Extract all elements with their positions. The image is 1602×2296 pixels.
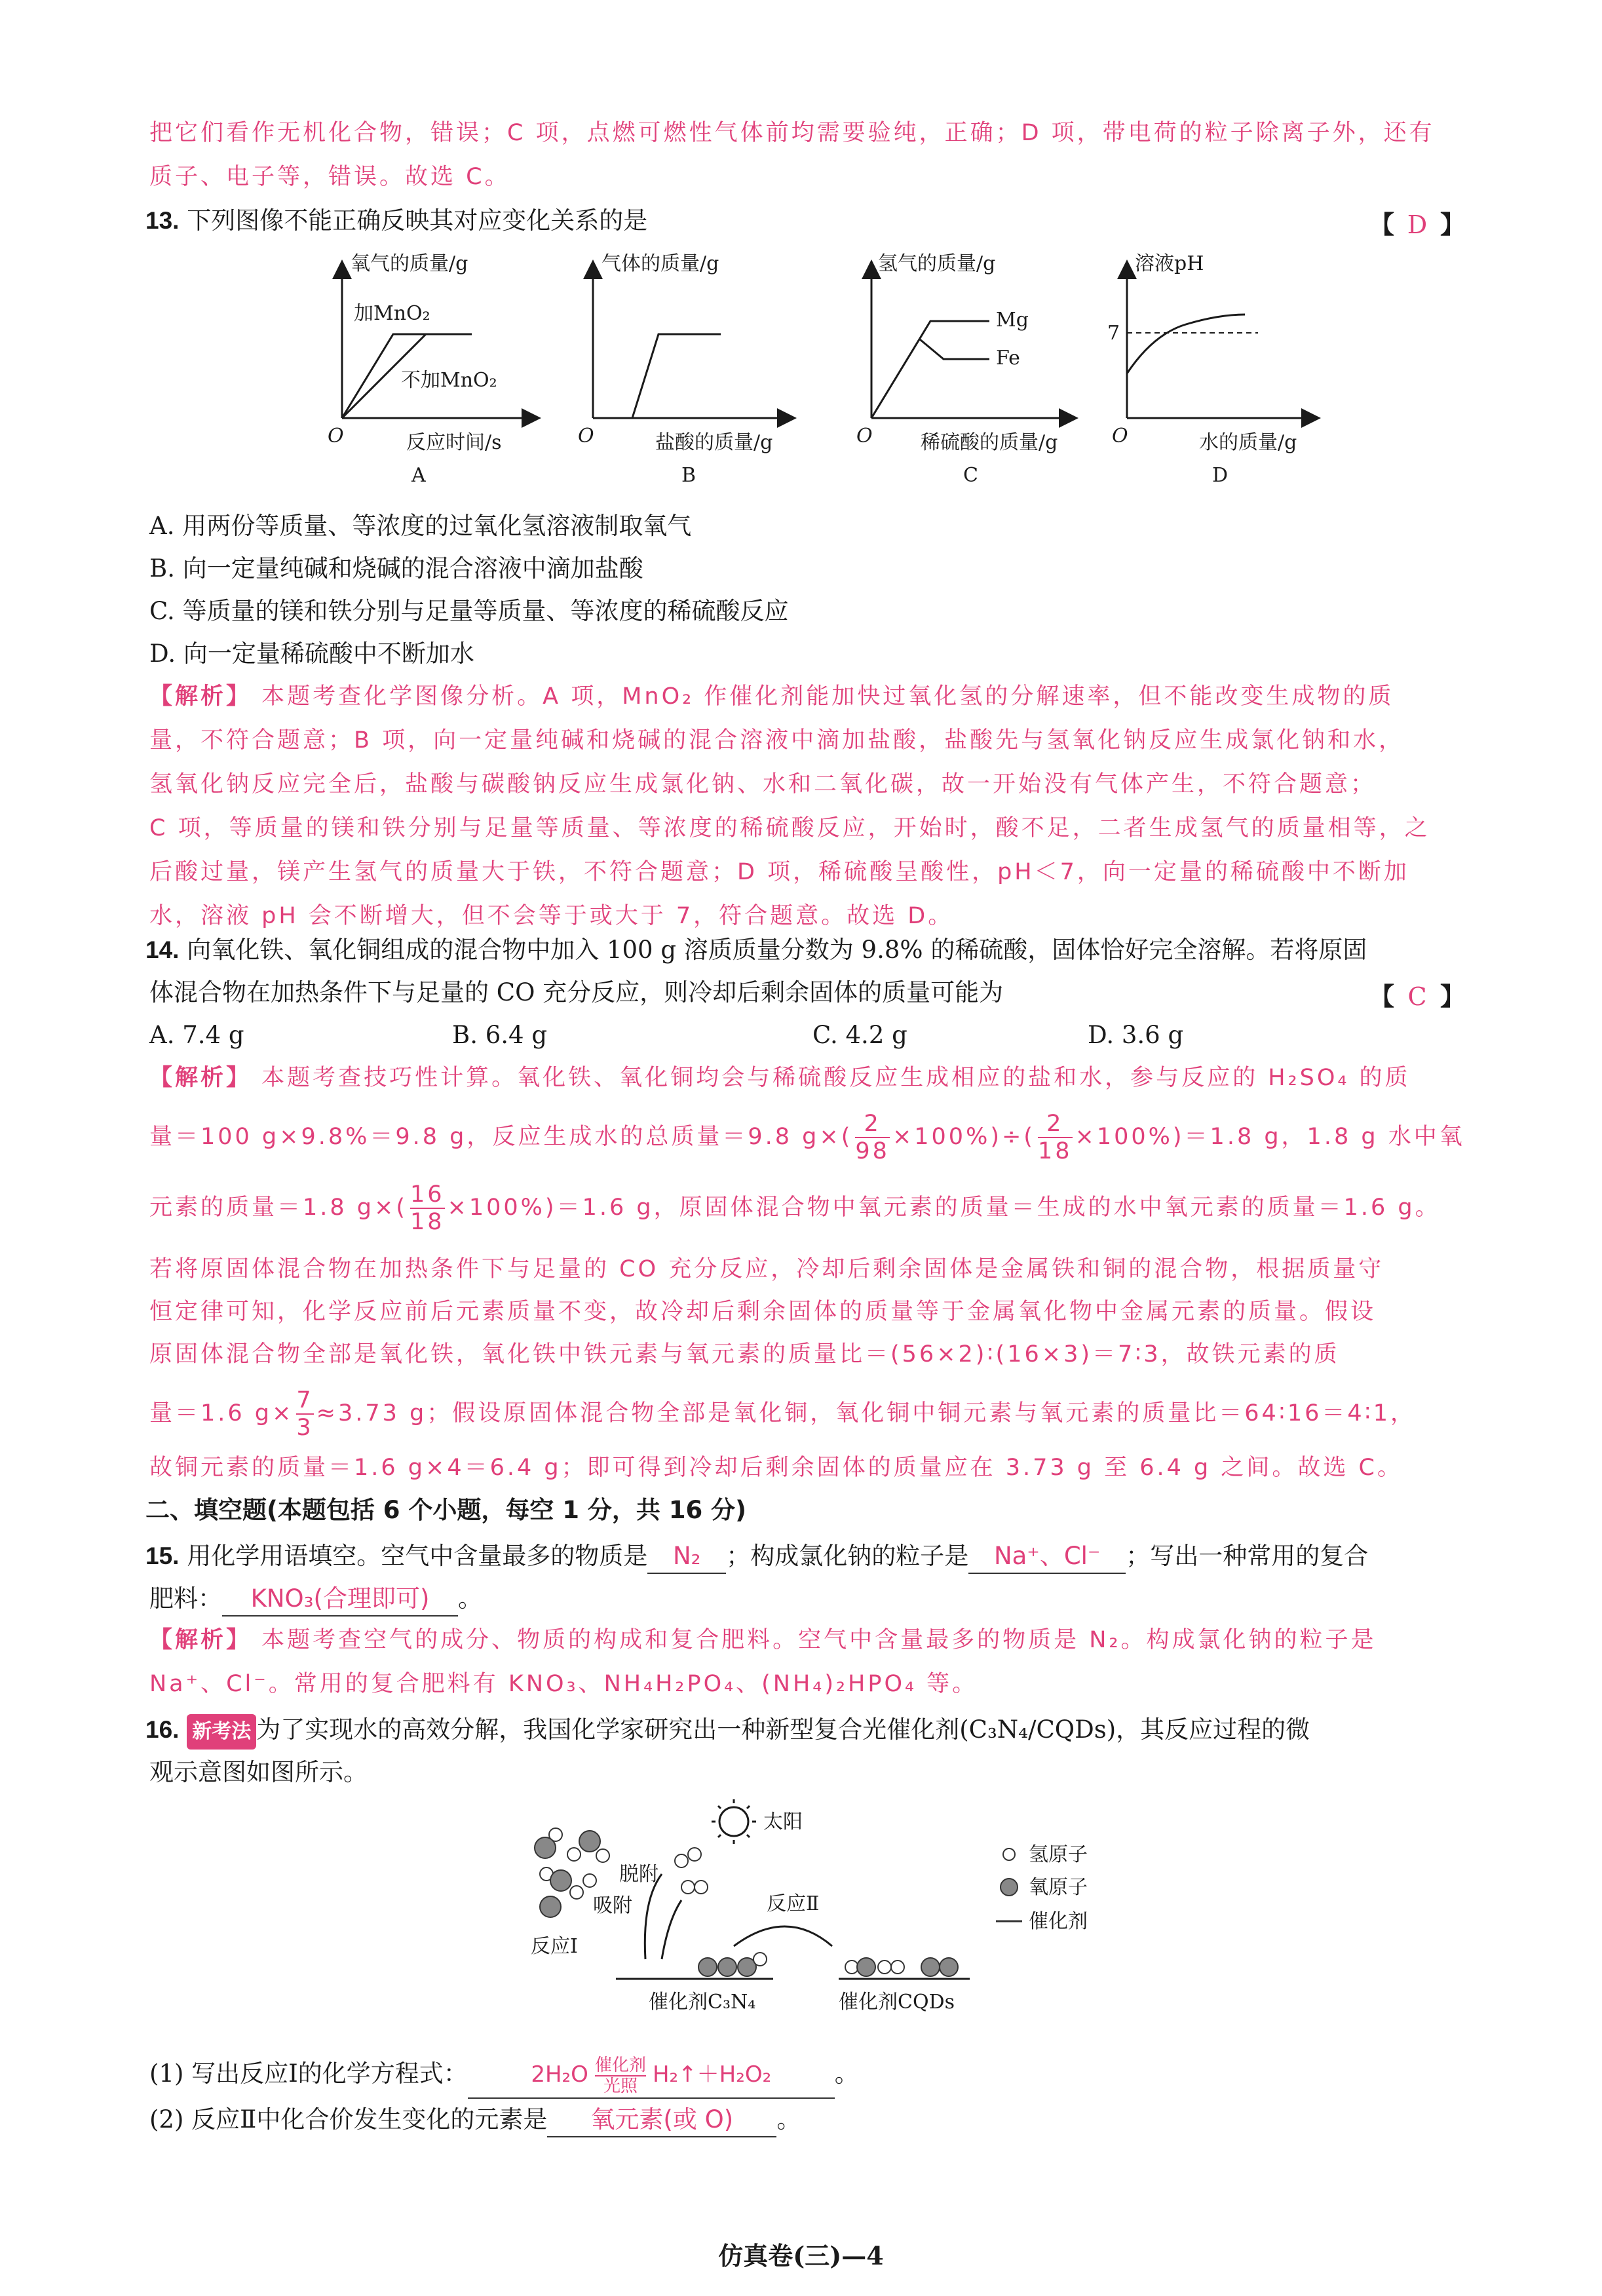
q14-analysis-line-2 xyxy=(149,1107,1465,1166)
analysis-text: 本题考查空气的成分、物质的构成和复合肥料。空气中含量最多的物质是 N₂。构成氯化钠的粒子是 xyxy=(261,1627,1377,1653)
answer-blank-3: KNO₃(合理即可) xyxy=(222,1582,458,1617)
graph-c-curve2: Fe xyxy=(996,347,1020,370)
fraction xyxy=(855,1111,890,1164)
analysis-text: ×100%)＝1.8 g，1.8 g 水中氧 xyxy=(1075,1124,1465,1150)
graph-a-letter: A xyxy=(411,464,426,487)
reaction-diagram xyxy=(0,1795,1602,2018)
analysis-tag: 【解析】 xyxy=(149,683,252,710)
new-method-badge: 新考法 xyxy=(187,1714,256,1750)
catalyst-1-label: 催化剂C₃N₄ xyxy=(649,1991,756,2014)
analysis-text: ×100%)＝1.6 g，原固体混合物中氧元素的质量＝生成的水中氧元素的质量＝1.6 g。 xyxy=(447,1195,1441,1221)
graph-a xyxy=(328,252,537,487)
sun-icon xyxy=(712,1799,756,1844)
question-number: 14. xyxy=(145,936,180,963)
graph-c-letter: C xyxy=(963,464,978,487)
graph-a-curve1: 加MnO₂ xyxy=(354,302,430,325)
reaction-1-label: 反应Ⅰ xyxy=(531,1935,578,1958)
answer-blank: 氧元素(或 O) xyxy=(547,2103,776,2137)
graph-c-xlabel: 稀硫酸的质量/g xyxy=(921,431,1058,454)
question-number: 16. xyxy=(145,1716,180,1743)
answer-value: C xyxy=(1407,982,1427,1011)
q14-analysis-line-7 xyxy=(149,1384,1416,1443)
catalyst-c3n4-particles xyxy=(698,1953,767,1976)
numerator: 2 xyxy=(855,1111,890,1138)
condition-bottom: 光照 xyxy=(603,2076,638,2096)
question-stem: 下列图像不能正确反映其对应变化关系的是 xyxy=(187,206,648,235)
q13-analysis-line-2: 量，不符合题意；B 项，向一定量纯碱和烧碱的混合溶液中滴加盐酸，盐酸先与氢氧化钠反应生成氯化钠和水， xyxy=(149,727,1405,754)
q14-option-b: B. 6.4 g xyxy=(452,1021,548,1049)
fraction xyxy=(296,1387,313,1441)
question-text: (1) 写出反应Ⅰ的化学方程式： xyxy=(149,2059,468,2088)
legend-catalyst: 催化剂 xyxy=(1029,1910,1088,1933)
analysis-text: ≈3.73 g；假设原固体混合物全部是氧化铜，氧化铜中铜元素与氧元素的质量比＝64∶16＝4∶1， xyxy=(316,1400,1417,1426)
question-text: 。 xyxy=(834,2059,859,2088)
graph-c-ylabel: 氢气的质量/g xyxy=(878,252,996,275)
equation-blank xyxy=(468,2052,835,2099)
question-stem: 向氧化铁、氧化铜组成的混合物中加入 100 g 溶质质量分数为 9.8% 的稀硫酸，固体恰好完全溶解。若将原固 xyxy=(187,936,1367,964)
q16-part-1 xyxy=(149,2051,859,2099)
q14-analysis-line-6: 原固体混合物全部是氧化铁，氧化铁中铁元素与氧元素的质量比＝(56×2)∶(16×3)＝7∶3，故铁元素的质 xyxy=(149,1341,1340,1368)
question-text: 肥料： xyxy=(149,1584,222,1613)
q14-analysis-line-4: 若将原固体混合物在加热条件下与足量的 CO 充分反应，冷却后剩余固体是金属铁和铜的混合物，根据质量守 xyxy=(149,1256,1384,1282)
graph-a-curve2: 不加MnO₂ xyxy=(401,369,497,392)
section-heading: 二、填空题(本题包括 6 个小题，每空 1 分，共 16 分) xyxy=(145,1496,747,1524)
answer-bracket: 【 D 】 xyxy=(1369,210,1466,239)
answer-blank-1: N₂ xyxy=(647,1540,726,1574)
graph-b-letter: B xyxy=(681,464,696,487)
question-number: 15. xyxy=(145,1542,180,1569)
q14-analysis-line-5: 恒定律可知，化学反应前后元素质量不变，故冷却后剩余固体的质量等于金属氧化物中金属元素的质量。假设 xyxy=(149,1299,1377,1325)
legend-hydrogen: 氢原子 xyxy=(1029,1843,1088,1866)
analysis-tag: 【解析】 xyxy=(149,1065,252,1091)
sun-label: 太阳 xyxy=(763,1810,803,1833)
denominator: 3 xyxy=(296,1415,314,1441)
analysis-continued-line-1: 把它们看作无机化合物，错误；C 项，点燃可燃性气体前均需要验纯，正确；D 项，带电荷的粒子除离子外，还有 xyxy=(149,120,1435,146)
analysis-text: ×100%)÷( xyxy=(892,1124,1035,1150)
graph-d xyxy=(1107,252,1317,487)
numerator: 16 xyxy=(410,1181,445,1208)
answer-bracket: 【 C 】 xyxy=(1369,982,1466,1011)
question-14-stem-2: 体混合物在加热条件下与足量的 CO 充分反应，则冷却后剩余固体的质量可能为 xyxy=(149,978,1004,1006)
denominator: 18 xyxy=(410,1209,445,1235)
desorb-label: 脱附 xyxy=(619,1863,658,1886)
catalyst-2-label: 催化剂CQDs xyxy=(839,1991,955,2014)
page-footer: 仿真卷(三)—4 xyxy=(718,2241,884,2270)
q13-analysis-line-6: 水，溶液 pH 会不断增大，但不会等于或大于 7，符合题意。故选 D。 xyxy=(149,903,954,929)
q13-analysis-line-4: C 项，等质量的镁和铁分别与足量等质量、等浓度的稀硫酸反应，开始时，酸不足，二者生成氢气的质量相等，之 xyxy=(149,815,1430,841)
graph-c-origin: O xyxy=(856,425,873,448)
question-number: 13. xyxy=(145,207,180,234)
fraction xyxy=(410,1181,445,1235)
question-text: 。 xyxy=(458,1584,482,1613)
q13-analysis-line-1 xyxy=(149,680,1394,713)
numerator: 2 xyxy=(1038,1111,1073,1138)
adsorb-label: 吸附 xyxy=(593,1894,632,1917)
analysis-text: 量＝1.6 g× xyxy=(149,1400,294,1426)
question-15 xyxy=(145,1540,1368,1574)
equation-lhs: 2H₂O xyxy=(531,2061,588,2088)
q13-option-c: C. 等质量的镁和铁分别与足量等质量、等浓度的稀硫酸反应 xyxy=(149,597,789,625)
catalyst-cqds-particles xyxy=(845,1958,958,1976)
question-13 xyxy=(145,204,647,237)
answer-value: D xyxy=(1407,210,1428,239)
q14-analysis-line-1 xyxy=(149,1062,1411,1094)
analysis-continued-line-2: 质子、电子等，错误。故选 C。 xyxy=(149,164,510,190)
q14-option-c: C. 4.2 g xyxy=(812,1021,907,1049)
analysis-text: 量＝100 g×9.8%＝9.8 g，反应生成水的总质量＝9.8 g×( xyxy=(149,1124,853,1150)
q15-analysis-line-1 xyxy=(149,1624,1377,1656)
q13-analysis-line-5: 后酸过量，镁产生氢气的质量大于铁，不符合题意；D 项，稀硫酸呈酸性，pH＜7，向一定量的稀硫酸中不断加 xyxy=(149,859,1409,885)
q13-option-d: D. 向一定量稀硫酸中不断加水 xyxy=(149,640,474,668)
q16-part-2 xyxy=(149,2103,801,2137)
q14-option-d: D. 3.6 g xyxy=(1088,1021,1184,1049)
question-text: ；构成氯化钠的粒子是 xyxy=(726,1542,969,1570)
q13-graphs xyxy=(0,249,1602,511)
graph-d-xlabel: 水的质量/g xyxy=(1199,431,1297,454)
numerator: 7 xyxy=(296,1387,314,1413)
graph-d-origin: O xyxy=(1112,425,1128,448)
q13-option-b: B. 向一定量纯碱和烧碱的混合溶液中滴加盐酸 xyxy=(149,554,643,583)
reaction-2-label: 反应Ⅱ xyxy=(767,1892,820,1915)
denominator: 98 xyxy=(855,1138,890,1164)
question-16-line-2: 观示意图如图所示。 xyxy=(149,1758,368,1786)
question-text: (2) 反应Ⅱ中化合价发生变化的元素是 xyxy=(149,2105,548,2133)
graph-d-letter: D xyxy=(1212,464,1229,487)
graph-d-ylabel: 溶液pH xyxy=(1135,252,1204,275)
analysis-text: 本题考查化学图像分析。A 项，MnO₂ 作催化剂能加快过氧化氢的分解速率，但不能改变生成物的质 xyxy=(261,683,1394,710)
q13-option-a: A. 用两份等质量、等浓度的过氧化氢溶液制取氧气 xyxy=(149,512,692,540)
graph-b-xlabel: 盐酸的质量/g xyxy=(655,431,773,454)
equation-rhs: H₂↑＋H₂O₂ xyxy=(652,2061,772,2088)
fraction xyxy=(1038,1111,1073,1164)
condition-top: 催化剂 xyxy=(594,2055,646,2075)
q14-analysis-line-3 xyxy=(149,1178,1441,1237)
graph-a-xlabel: 反应时间/s xyxy=(406,431,502,454)
graph-b-ylabel: 气体的质量/g xyxy=(601,252,719,275)
question-text: ；写出一种常用的复合 xyxy=(1126,1542,1369,1570)
graph-d-tick: 7 xyxy=(1107,322,1120,345)
analysis-text: 本题考查技巧性计算。氧化铁、氧化铜均会与稀硫酸反应生成相应的盐和水，参与反应的 H₂SO₄ 的质 xyxy=(261,1065,1411,1091)
q14-option-a: A. 7.4 g xyxy=(149,1021,244,1049)
diagram-legend xyxy=(996,1843,1088,1933)
graph-b-origin: O xyxy=(578,425,594,448)
graph-a-ylabel: 氧气的质量/g xyxy=(351,252,468,275)
q13-analysis-line-3: 氢氧化钠反应完全后，盐酸与碳酸钠反应生成氯化钠、水和二氧化碳，故一开始没有气体产生，不符合题意； xyxy=(149,771,1377,797)
denominator: 18 xyxy=(1037,1138,1073,1164)
question-text: 用化学用语填空。空气中含量最多的物质是 xyxy=(187,1542,648,1570)
question-15-line-2 xyxy=(149,1582,482,1617)
q15-analysis-line-2: Na⁺、Cl⁻。常用的复合肥料有 KNO₃、NH₄H₂PO₄、(NH₄)₂HPO₄ 等。 xyxy=(149,1671,978,1697)
graph-c-curve1: Mg xyxy=(996,309,1029,332)
question-text: 。 xyxy=(776,2105,801,2133)
answer-blank-2: Na⁺、Cl⁻ xyxy=(968,1540,1126,1574)
question-16 xyxy=(145,1713,1310,1750)
analysis-text: 元素的质量＝1.8 g×( xyxy=(149,1195,408,1221)
q14-analysis-line-8: 故铜元素的质量＝1.6 g×4＝6.4 g；即可得到冷却后剩余固体的质量应在 3.73 g 至 6.4 g 之间。故选 C。 xyxy=(149,1455,1403,1481)
question-text: 为了实现水的高效分解，我国化学家研究出一种新型复合光催化剂(C₃N₄/CQDs)，其反应过程的微 xyxy=(256,1715,1310,1744)
reaction-conditions xyxy=(595,2056,646,2096)
graph-b xyxy=(578,252,793,487)
graph-a-origin: O xyxy=(328,425,344,448)
question-14 xyxy=(145,934,1367,966)
graph-c xyxy=(856,252,1075,487)
legend-oxygen: 氧原子 xyxy=(1029,1876,1088,1899)
analysis-tag: 【解析】 xyxy=(149,1627,252,1653)
